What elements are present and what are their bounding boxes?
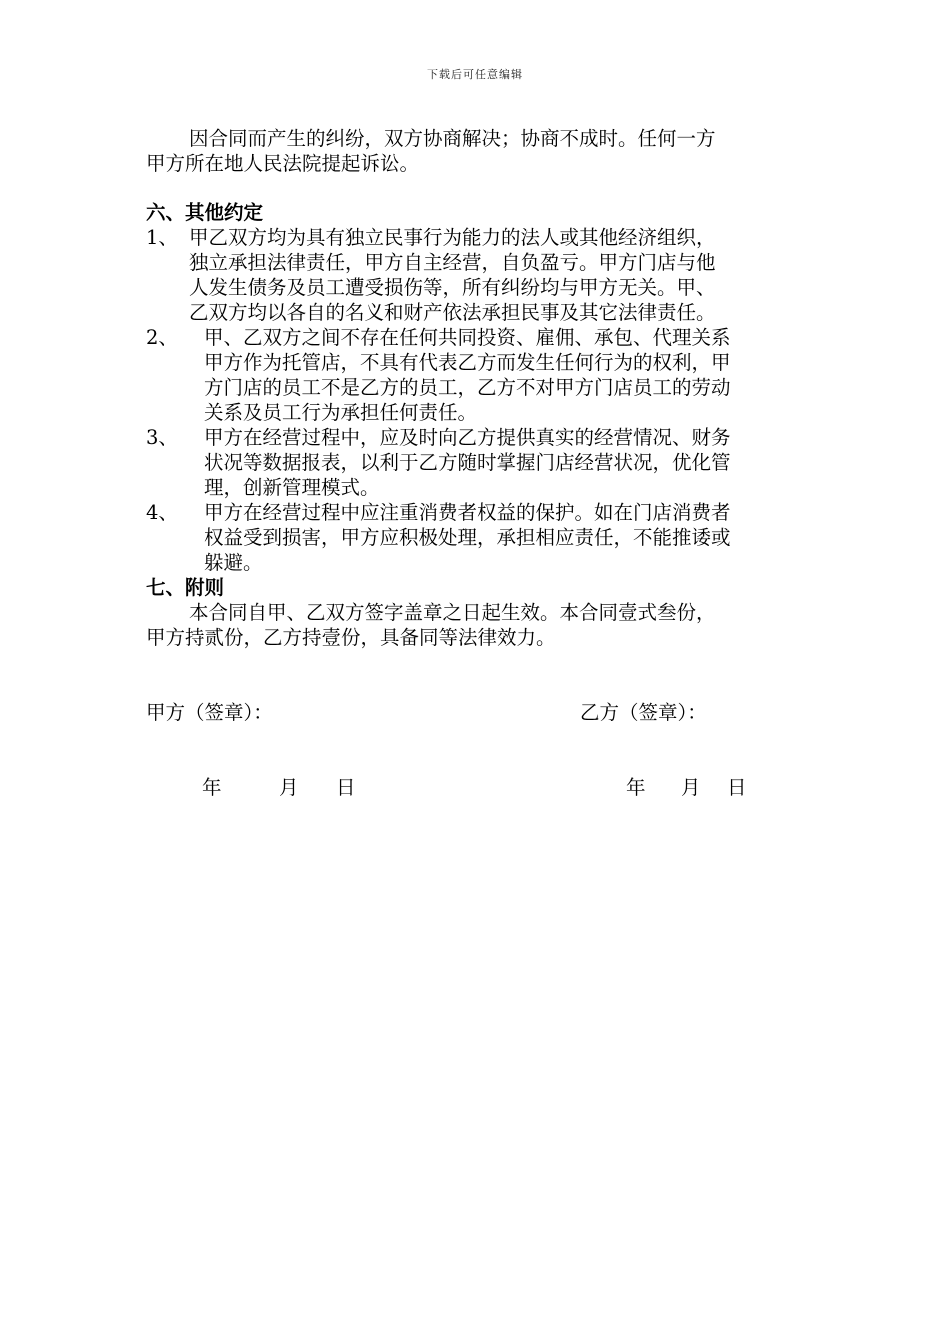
paragraph-line: 本合同自甲、乙双方签字盖章之日起生效。本合同壹式叁份， — [189, 601, 716, 624]
item-line: 甲乙双方均为具有独立民事行为能力的法人或其他经济组织， — [189, 226, 716, 249]
item-line: 躲避。 — [204, 551, 263, 574]
party-b-year: 年 — [626, 776, 646, 799]
party-b-signature-label: 乙方（签章）： — [580, 701, 707, 724]
party-b-month: 月 — [681, 776, 701, 799]
item-number: 2、 — [146, 326, 178, 349]
item-line: 状况等数据报表，以利于乙方随时掌握门店经营状况，优化管 — [204, 451, 731, 474]
party-a-day: 日 — [336, 776, 356, 799]
list-item — [146, 425, 810, 500]
item-line: 方门店的员工不是乙方的员工，乙方不对甲方门店员工的劳动 — [204, 376, 731, 399]
item-line: 甲方在经营过程中，应及时向乙方提供真实的经营情况、财务 — [204, 426, 731, 449]
dispute-paragraph — [146, 126, 810, 176]
paragraph-line: 因合同而产生的纠纷，双方协商解决；协商不成时。任何一方 — [189, 127, 716, 150]
item-line: 甲方作为托管店，不具有代表乙方而发生任何行为的权利，甲 — [204, 351, 731, 374]
party-a-signature-label: 甲方（签章）： — [146, 701, 273, 724]
page-header: 下载后可任意编辑 — [427, 68, 523, 81]
party-a-month: 月 — [279, 776, 299, 799]
item-line: 关系及员工行为承担任何责任。 — [204, 401, 478, 424]
party-b-day: 日 — [727, 776, 747, 799]
item-number: 4、 — [146, 501, 178, 524]
item-number: 3、 — [146, 426, 178, 449]
list-item — [146, 225, 810, 325]
section-heading: 七、附则 — [146, 576, 225, 599]
list-item — [146, 500, 810, 575]
item-line: 甲、乙双方之间不存在任何共同投资、雇佣、承包、代理关系 — [204, 326, 731, 349]
list-item — [146, 325, 810, 425]
party-a-year: 年 — [202, 776, 222, 799]
item-line: 权益受到损害，甲方应积极处理，承担相应责任，不能推诿或 — [204, 526, 731, 549]
item-number: 1、 — [146, 226, 178, 249]
item-line: 甲方在经营过程中应注重消费者权益的保护。如在门店消费者 — [204, 501, 731, 524]
item-line: 理，创新管理模式。 — [204, 476, 380, 499]
section-heading: 六、其他约定 — [146, 201, 264, 224]
section-other-agreements — [146, 200, 810, 650]
item-line: 乙双方均以各自的名义和财产依法承担民事及其它法律责任。 — [189, 301, 716, 324]
item-line: 独立承担法律责任，甲方自主经营，自负盈亏。甲方门店与他 — [189, 251, 716, 274]
item-line: 人发生债务及员工遭受损伤等，所有纠纷均与甲方无关。甲、 — [189, 276, 716, 299]
paragraph-line: 甲方所在地人民法院提起诉讼。 — [146, 152, 420, 175]
paragraph-line: 甲方持贰份，乙方持壹份，具备同等法律效力。 — [146, 626, 556, 649]
